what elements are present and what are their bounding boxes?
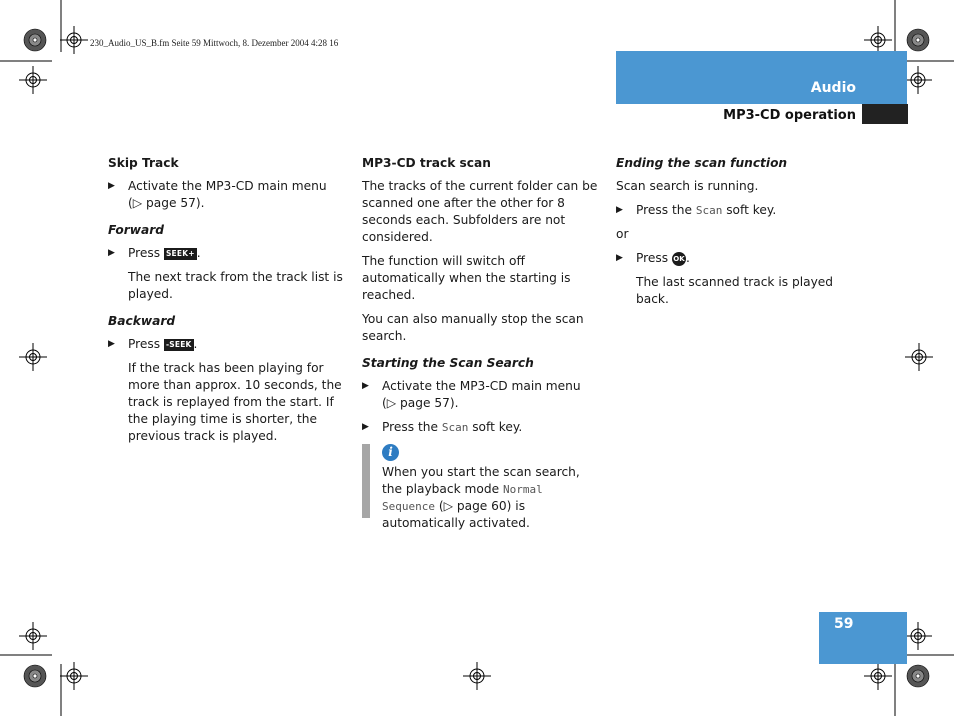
- column-ending-scan: [616, 155, 856, 315]
- page-number: 59: [834, 616, 854, 632]
- paragraph-manual-stop: You can also manually stop the scan search.: [362, 312, 584, 343]
- ending-result: The last scanned track is played back.: [636, 275, 834, 306]
- step-press-ok: ▶ Press OK.: [616, 251, 690, 265]
- section-title: Audio: [810, 80, 856, 96]
- step-activate-menu: ▶ Activate the MP3-CD main menu (▷ page 57).: [108, 179, 327, 210]
- paragraph-scan-intro: The tracks of the current folder can be scanned one after the other for 8 seconds each. Subfolders are not considered.: [362, 179, 598, 244]
- column-track-scan: [362, 155, 602, 532]
- ok-button-icon: OK: [672, 252, 686, 266]
- bullet-arrow-icon: ▶: [108, 248, 115, 258]
- scan-softkey-label: Scan: [441, 421, 469, 434]
- bullet-arrow-icon: ▶: [362, 381, 369, 391]
- info-bar: [362, 444, 370, 518]
- heading-skip-track: Skip Track: [108, 156, 179, 170]
- step-press-seek-backward: ▶ Press -SEEK .: [108, 337, 198, 351]
- paragraph-auto-off: The function will switch off automatically when the starting is reached.: [362, 254, 571, 302]
- paragraph-scan-running: Scan search is running.: [616, 179, 759, 193]
- bullet-arrow-icon: ▶: [108, 181, 115, 191]
- subsection-title: MP3-CD operation: [723, 108, 856, 123]
- heading-backward: Backward: [108, 314, 176, 328]
- backward-result: If the track has been playing for more than approx. 10 seconds, the track is replayed from the start. If the playing time is shorter, the previous track is played.: [128, 361, 342, 443]
- step-press-scan: ▶ Press the Scan soft key.: [616, 203, 777, 217]
- bullet-arrow-icon: ▶: [616, 205, 623, 215]
- bullet-arrow-icon: ▶: [362, 422, 369, 432]
- forward-result: The next track from the track list is played.: [128, 270, 343, 301]
- step-press-seek-forward: ▶ Press SEEK+ .: [108, 246, 201, 260]
- step-press-scan: ▶ Press the Scan soft key.: [362, 420, 523, 434]
- scan-softkey-label: Scan: [695, 204, 723, 217]
- step-activate-menu: ▶ Activate the MP3-CD main menu (▷ page 57).: [362, 379, 581, 410]
- seek-backward-key-icon: -SEEK: [165, 339, 192, 349]
- heading-track-scan: MP3-CD track scan: [362, 156, 491, 170]
- info-note: [362, 444, 602, 532]
- heading-forward: Forward: [108, 223, 164, 237]
- playback-mode-label: Normal Sequence: [382, 483, 543, 513]
- info-text: When you start the scan search, the playback mode Normal Sequence (▷ page 60) is automatically activated.: [382, 465, 580, 530]
- section-tab: [862, 104, 908, 124]
- info-icon: i: [382, 444, 399, 461]
- heading-ending-scan: Ending the scan function: [616, 156, 788, 170]
- heading-starting-scan: Starting the Scan Search: [362, 356, 534, 370]
- column-skip-track: [108, 155, 344, 452]
- section-header-bar: [616, 51, 907, 104]
- page-number-box: [819, 612, 907, 664]
- or-text: or: [616, 227, 629, 241]
- bullet-arrow-icon: ▶: [616, 253, 623, 263]
- seek-forward-key-icon: SEEK+: [165, 248, 195, 258]
- file-info: 230_Audio_US_B.fm Seite 59 Mittwoch, 8. Dezember 2004 4:28 16: [90, 38, 339, 48]
- bullet-arrow-icon: ▶: [108, 339, 115, 349]
